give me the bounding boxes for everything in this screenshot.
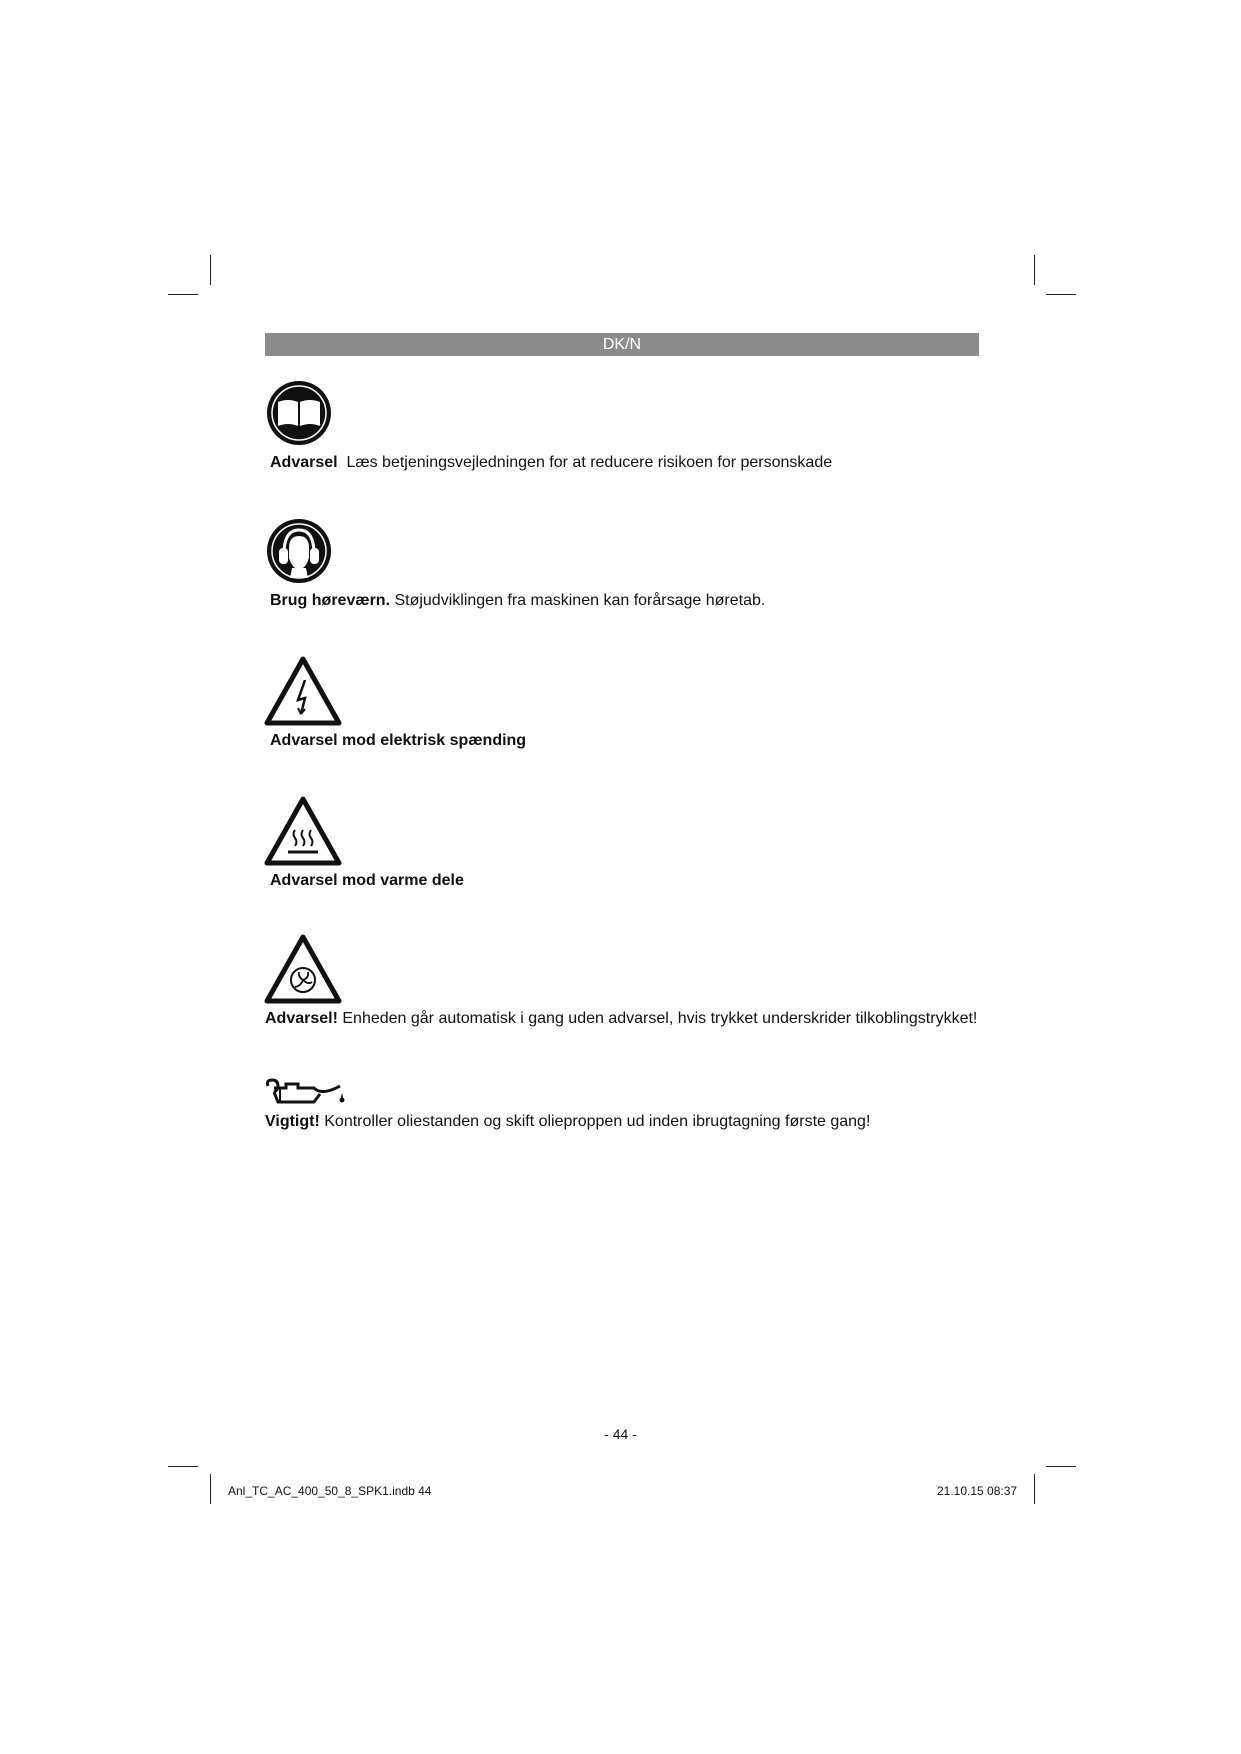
hot-surface-warning-icon	[264, 796, 342, 866]
crop-mark	[210, 255, 211, 285]
language-label: DK/N	[602, 336, 642, 353]
caption-ear-protection: Brug høreværn. Støjudviklingen fra maskinen kan forårsage høretab.	[270, 592, 766, 609]
read-manual-icon	[266, 380, 332, 446]
crop-mark	[168, 1466, 198, 1467]
ear-protection-icon	[266, 518, 332, 584]
crop-mark	[1046, 1466, 1076, 1467]
automatic-start-warning-icon	[264, 934, 342, 1004]
oil-can-icon	[264, 1076, 348, 1108]
crop-mark	[210, 1474, 211, 1504]
footer-timestamp: 21.10.15 08:37	[937, 1484, 1018, 1498]
page-number: - 44 -	[604, 1426, 637, 1442]
crop-mark	[168, 294, 198, 295]
crop-mark	[1034, 255, 1035, 285]
caption-oil-can: Vigtigt! Kontroller oliestanden og skift olieproppen ud inden ibrugtagning første gang!	[265, 1113, 871, 1130]
caption-hot-surface: Advarsel mod varme dele	[270, 872, 464, 889]
crop-mark	[1034, 1474, 1035, 1504]
crop-mark	[1046, 294, 1076, 295]
language-header-bar	[265, 333, 979, 356]
caption-electric-voltage: Advarsel mod elektrisk spænding	[270, 732, 527, 749]
electric-voltage-warning-icon	[264, 656, 342, 726]
caption-read-manual: Advarsel Læs betjeningsvejledningen for at reducere risikoen for personskade	[270, 454, 833, 471]
caption-automatic-start: Advarsel! Enheden går automatisk i gang uden advarsel, hvis trykket underskrider tilkoblingstrykket!	[265, 1010, 978, 1027]
footer-file-name: Anl_TC_AC_400_50_8_SPK1.indb 44	[228, 1484, 432, 1498]
